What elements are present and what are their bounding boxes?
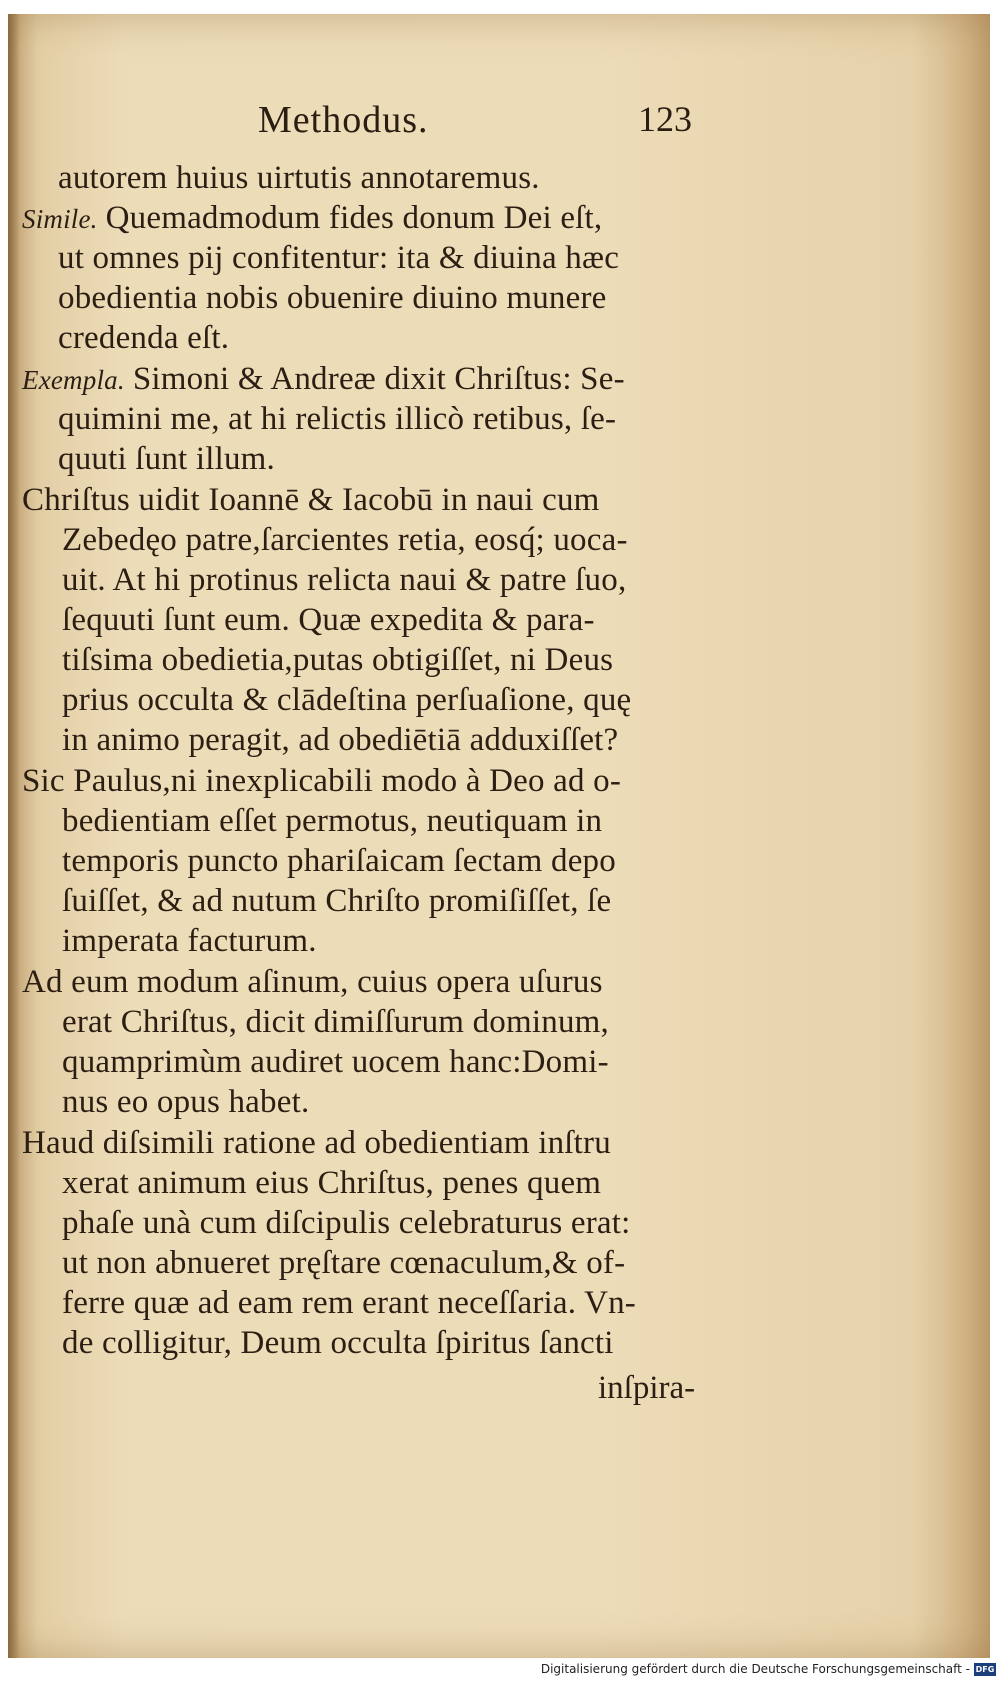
footer-credit: Digitalisierung gefördert durch die Deutsche Forschungsgemeinschaft - [540,1662,970,1676]
text-line [62,1205,630,1242]
line-text: phaſe unà cum diſcipulis celebraturus erat: [62,1205,631,1241]
line-text: Haud diſsimili ratione ad obedientiam inſtru [22,1125,611,1161]
text-line [62,1084,309,1121]
text-line [62,1165,601,1202]
text-line [22,1125,611,1162]
text-line [62,562,626,599]
text-line [58,441,275,478]
page-number: 123 [638,99,692,139]
text-line [62,1325,614,1362]
text-line [22,763,621,800]
catchword: inſpira- [598,1370,696,1406]
line-text: quuti ſunt illum. [58,441,275,477]
text-line [62,843,616,880]
text-line [62,602,595,639]
line-text: xerat animum eius Chriſtus, penes quem [62,1165,602,1201]
line-text: erat Chriſtus, dicit dimiſſurum dominum, [62,1004,609,1040]
line-text: Ad eum modum aſinum, cuius opera uſurus [22,964,603,1000]
text-line [62,803,602,840]
text-line [58,160,540,197]
text-line [58,401,616,438]
line-text: uit. At hi protinus relicta naui & patre ſuo, [62,562,627,598]
text-line [58,320,229,357]
page-edge-shadow [8,14,20,1658]
text-line [22,482,600,519]
line-text: bedientiam eſſet permotus, neutiquam in [62,803,603,839]
line-text: in animo peragit, ad obediētiā adduxiſſet? [62,722,619,758]
text-line [58,280,607,317]
line-text: Sic Paulus,ni inexplicabili modo à Deo ad o- [22,763,622,799]
text-line [62,682,631,719]
line-text: nus eo opus habet. [62,1084,310,1120]
text-line [62,1285,636,1322]
margin-note: Exempla. [22,365,125,395]
text-line [62,642,613,679]
margin-note: Simile. [22,204,98,234]
text-line [62,1004,609,1041]
text-line [22,361,625,398]
text-line [22,964,603,1001]
line-text: Quemadmodum fides donum Dei eſt, [105,200,603,236]
line-text: Zebedęo patre,ſarcientes retia, eosq́; uoca- [62,522,628,558]
text-line [62,722,618,759]
line-text: ferre quæ ad eam rem erant neceſſaria. Vn- [62,1285,636,1321]
line-text: prius occulta & clādeſtina perſuaſione, quę [62,682,632,718]
line-text: credenda eſt. [58,320,230,356]
line-text: Chriſtus uidit Ioannē & Iacobū in naui cum [22,482,600,518]
line-text: quamprimùm audiret uocem hanc:Domi- [62,1044,609,1080]
line-text: ut non abnueret pręſtare cœnaculum,& of- [62,1245,626,1281]
line-text: obedientia nobis obuenire diuino munere [58,280,607,316]
running-head [8,98,990,158]
line-text: ſuiſſet, & ad nutum Chriſto promiſiſſet, ſe [62,883,612,919]
text-line [62,1245,625,1282]
line-text: autorem huius uirtutis annotaremus. [58,160,540,196]
text-line [62,522,628,559]
line-text: ſequuti ſunt eum. Quæ expedita & para- [62,602,595,638]
line-text: ut omnes pij confitentur: ita & diuina hæc [58,240,620,276]
book-page-scan [8,14,990,1658]
line-text: imperata facturum. [62,923,317,959]
line-text: temporis puncto phariſaicam ſectam depo [62,843,616,879]
digitization-footer [0,1659,1000,1681]
text-line [58,240,619,277]
text-line [62,883,611,920]
text-line [62,1044,609,1081]
dfg-logo-icon: DFG [975,1665,995,1674]
line-text: quimini me, at hi relictis illicò retibus, ſe- [58,401,617,437]
line-text: Simoni & Andreæ dixit Chriſtus: Se- [132,361,625,397]
running-title: Methodus. [258,99,429,141]
line-text: de colligitur, Deum occulta ſpiritus ſancti [62,1325,614,1361]
line-text: tiſsima obedietia,putas obtigiſſet, ni Deus [62,642,614,678]
text-line [62,923,317,960]
text-line [22,200,602,237]
